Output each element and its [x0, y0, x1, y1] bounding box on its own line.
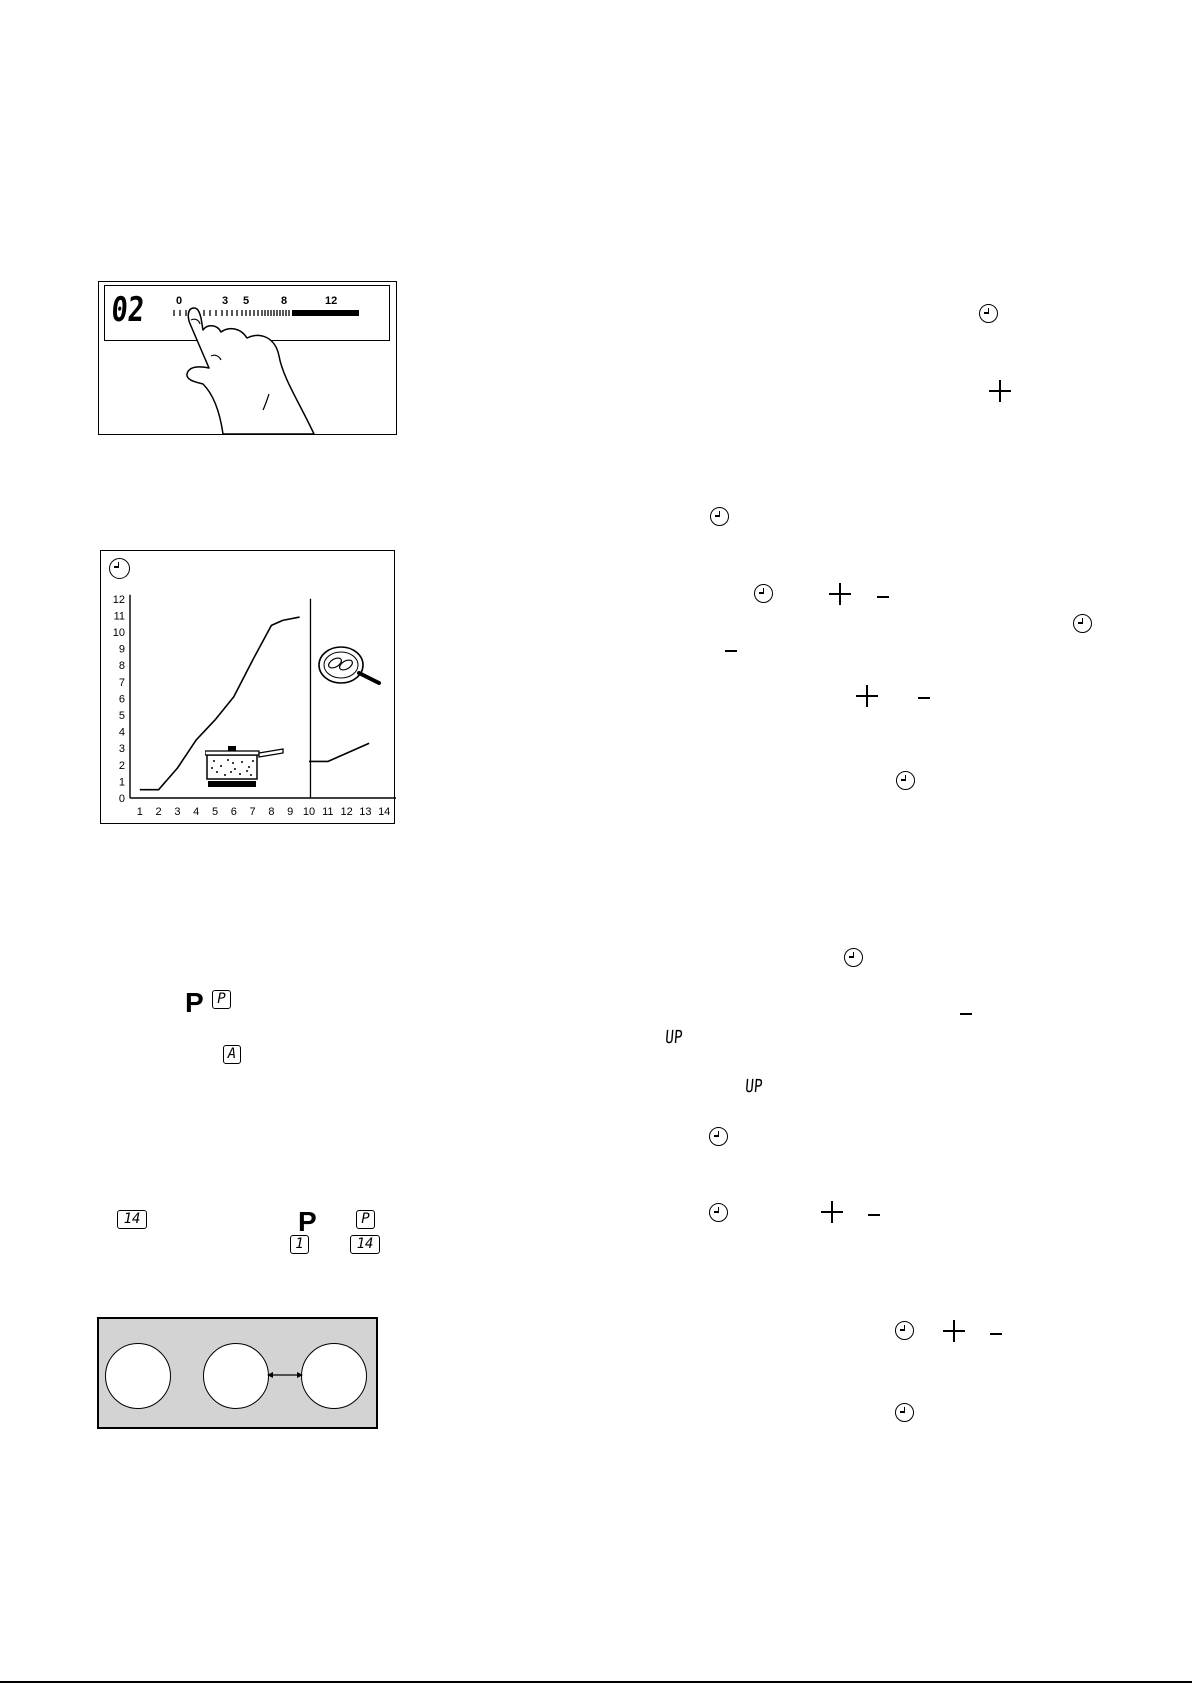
x-tick-label: 5 — [211, 806, 219, 818]
x-tick-label: 1 — [136, 806, 143, 818]
hob-zones-figure — [97, 1317, 378, 1429]
x-tick-label: 10 — [302, 806, 316, 818]
x-tick-label: 7 — [249, 806, 256, 818]
plus-icon-3 — [856, 685, 878, 707]
timer-icon-7 — [709, 1127, 728, 1146]
x-tick-label: 11 — [322, 806, 334, 818]
minus-icon-5 — [868, 1214, 880, 1216]
cooking-zone-left[interactable] — [105, 1343, 171, 1409]
zone-bridge-arrow — [265, 1369, 305, 1381]
scale-label-8: 8 — [281, 295, 288, 307]
timer-icon-3 — [754, 584, 773, 603]
program-letter-2: P — [298, 1206, 317, 1237]
y-tick-label: 8 — [118, 660, 125, 673]
minus-icon-2 — [725, 650, 737, 652]
power-level-display: 02 — [109, 290, 146, 330]
x-tick-label: 3 — [174, 806, 181, 818]
timer-icon-6 — [844, 948, 863, 967]
display-14-symbol: 14 — [117, 1210, 147, 1229]
x-tick-label: 4 — [193, 806, 200, 818]
y-tick-label: 10 — [112, 627, 125, 639]
display-p-symbol: P — [212, 990, 231, 1009]
x-tick-label: 2 — [155, 806, 162, 818]
y-tick-label: 11 — [113, 610, 125, 623]
timer-icon-1 — [979, 304, 998, 323]
plus-icon-2 — [829, 583, 851, 605]
plus-icon-5 — [943, 1320, 965, 1342]
minus-icon-4 — [960, 1013, 972, 1015]
cooking-zone-middle[interactable] — [203, 1343, 269, 1409]
y-tick-label: 2 — [118, 759, 125, 772]
display-p-symbol-2: P — [356, 1210, 375, 1229]
x-tick-label: 13 — [359, 806, 372, 818]
minus-icon-1 — [877, 596, 889, 598]
x-tick-label: 8 — [268, 806, 275, 818]
y-tick-label: 1 — [118, 776, 125, 789]
scale-label-12: 12 — [325, 295, 338, 307]
y-tick-label: 7 — [118, 676, 125, 689]
frying-pan-icon — [317, 643, 395, 693]
display-up-symbol: UP — [664, 1027, 684, 1048]
y-tick-label: 5 — [118, 710, 125, 722]
minus-icon-3 — [918, 697, 930, 699]
scale-label-3: 3 — [222, 295, 229, 307]
x-tick-label: 12 — [340, 806, 353, 818]
plus-icon-4 — [821, 1201, 843, 1223]
timer-icon-9 — [895, 1321, 914, 1340]
display-1-symbol: 1 — [290, 1235, 309, 1254]
cooking-zone-right[interactable] — [301, 1343, 367, 1409]
y-tick-label: 0 — [118, 793, 125, 805]
y-tick-label: 9 — [118, 643, 125, 656]
footer-rule — [0, 1681, 1192, 1683]
y-tick-label: 3 — [118, 743, 125, 756]
display-14-symbol-2: 14 — [350, 1235, 380, 1254]
timer-icon-8 — [709, 1203, 728, 1222]
program-letter: P — [185, 987, 204, 1018]
timer-icon-10 — [895, 1403, 914, 1422]
series-line-1 — [309, 743, 369, 761]
scale-label-5: 5 — [243, 295, 250, 307]
minus-icon-6 — [990, 1333, 1002, 1335]
x-tick-label: 9 — [287, 806, 294, 818]
saucepan-icon — [205, 741, 285, 789]
plus-icon-1 — [989, 380, 1011, 402]
y-tick-label: 12 — [112, 593, 125, 606]
hand-touch-illustration — [99, 282, 398, 436]
timer-icon-5 — [896, 771, 915, 790]
touch-slider-figure — [98, 281, 397, 435]
display-a-symbol: A — [223, 1045, 241, 1064]
display-up-symbol-2: UP — [744, 1076, 764, 1097]
x-tick-label: 6 — [230, 806, 237, 818]
y-tick-label: 6 — [118, 693, 125, 706]
heat-curve-figure — [100, 550, 395, 824]
timer-icon-2 — [710, 507, 729, 526]
scale-label-0: 0 — [176, 295, 183, 307]
y-tick-label: 4 — [118, 726, 125, 739]
x-tick-label: 14 — [378, 806, 391, 818]
timer-icon-4 — [1073, 614, 1092, 633]
